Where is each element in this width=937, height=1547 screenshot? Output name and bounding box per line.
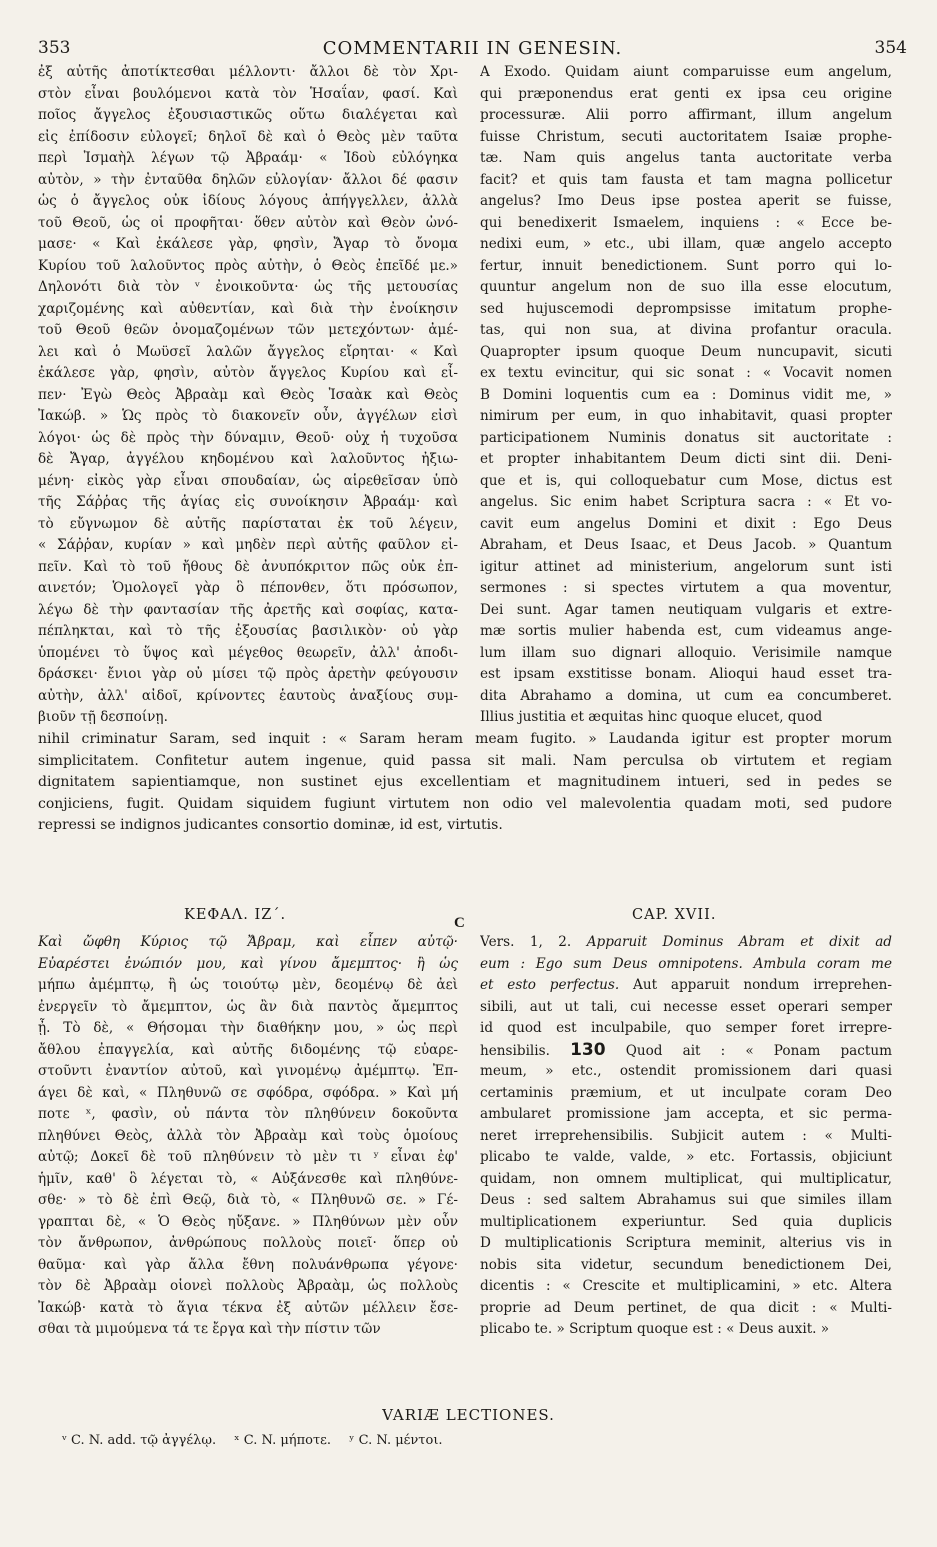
latin-text-line (480, 954, 892, 976)
latin-text-line (480, 932, 892, 954)
variant-notes (62, 1433, 461, 1448)
latin-text-line: angelus? Imo Deus ipse postea aperit se fuisse, (480, 193, 892, 209)
latin-text-line (480, 1319, 892, 1341)
greek-chapter-heading: ΚΕΦΑΛ. ΙΖ΄. (184, 907, 287, 923)
latin-text-line: dignitatem sapientiamque, non sustinet ejus excellentiam et magnitudinem intueri, sed in pedes se (38, 774, 892, 790)
latin-text-line (480, 1255, 892, 1277)
latin-text-line (480, 1083, 892, 1105)
greek-text-line: μένη· εἰκὸς γὰρ εἶναι σπουδαίαν, ὡς αἱρεθεῖσαν ὑπὸ (38, 472, 458, 489)
variae-lectiones-heading: VARIÆ LECTIONES. (382, 1406, 555, 1424)
latin-text-line (480, 1126, 892, 1148)
latin-text-line (480, 997, 892, 1019)
latin-text-line: Illius justitia et æquitas hinc quoque elucet, quod (480, 709, 823, 725)
greek-text-line: ἡμῖν, καθ' ὃ λέγεται τὸ, « Αὐξάνεσθε καὶ πληθύνε- (38, 1170, 458, 1187)
page-number-left: 353 (38, 38, 71, 58)
greek-text-line: ποῖος ἄγγελος ἐξουσιαστικῶς οὕτω διαλέγεται καὶ (38, 107, 458, 123)
text-run: dicentis : « Crescite et multiplicamini, » etc. Altera (480, 1278, 892, 1294)
greek-text-line: χαριζομένης καὶ αὐθεντίαν, καὶ διὰ τὴν ἐνοίκησιν (38, 300, 458, 317)
latin-text-line: dita Abrahamo a domina, ut cum ea concumberet. (480, 687, 892, 704)
text-run: Vers. 1, 2. (480, 934, 587, 950)
greek-text-line: τοῦ Θεοῦ θεῶν ὀνομαζομένων τῶν μετεχόντων· ἀμέ- (38, 322, 458, 338)
text-run: et esto perfectus. (480, 977, 620, 993)
greek-text-line: αὐτῷ; Δοκεῖ δὲ τοῦ πληθύνειν τὸ μὲν τι ʸ εἶναι ἐφ' (38, 1149, 458, 1165)
greek-column-2 (38, 932, 458, 1341)
greek-text-line: πεῖν. Καὶ τὸ τοῦ ἤθους δὲ ἀνυπόκριτον πῶς οὐκ ἐπ- (38, 558, 458, 575)
text-run: plicabo te. » Scriptum quoque est : « Deus auxit. » (480, 1321, 830, 1337)
text-run: nobis sita videtur, secundum benedictionem Dei, (480, 1256, 892, 1273)
latin-text-line: B Domini loquentis cum ea : Dominus vidit me, » (480, 386, 892, 403)
greek-text-line: ἐξ αὐτῆς ἀποτίκτεσθαι μέλλοντι· ἄλλοι δὲ τὸν Χρι- (38, 64, 458, 80)
latin-text-line: conjiciens, fugit. Quidam siquidem fugiunt virtutem non odio vel malevolentia quadam moti, sed pudore (38, 795, 892, 812)
text-run: multiplicationem experiuntur. Sed quia duplicis (480, 1213, 892, 1230)
greek-text-line: Δηλονότι διὰ τὸν ᵛ ἐνοικοῦντα· ὡς τῆς μετουσίας (38, 279, 458, 295)
greek-text-line: δράσκει· ἔνιοι γὰρ οὐ μίσει τῷ πρὸς ἀρετὴν φεύγουσιν (38, 666, 458, 682)
greek-text-line: βιοῦν τῇ δεσποίνῃ. (38, 709, 168, 725)
text-run: Aut apparuit nondum irreprehen- (619, 977, 892, 993)
variant-note: ʸ C. N. μέντοι. (349, 1433, 443, 1448)
greek-text-line: ᾖ. Τὸ δὲ, « Θήσομαι τὴν διαθήκην μου, » ὡς περὶ (38, 1020, 458, 1036)
migne-column-number: 130 (570, 1039, 606, 1060)
greek-text-line: τὸν δὲ Ἀβραὰμ οἱονεὶ πολλοὺς Ἀβραὰμ, ὡς πολλοὺς (38, 1278, 458, 1294)
latin-text-line (480, 1104, 892, 1126)
greek-text-line: δὲ Ἄγαρ, ἀγγέλου κηδομένου καὶ λαλοῦντος ἠξιω- (38, 451, 458, 467)
text-run: id quod est inculpabile, quo semper foret irrepre- (480, 1020, 892, 1036)
greek-text-line: λει καὶ ὁ Μωϋσεῖ λαλῶν ἄγγελος εἴρηται· « Καὶ (38, 343, 458, 360)
greek-text-line: θαῦμα· καὶ γὰρ ἄλλα ἔθνη πολυάνθρωπα γέγονε· (38, 1256, 458, 1273)
variant-note: ᵛ C. N. add. τῷ ἀγγέλῳ. (62, 1433, 217, 1448)
greek-text-line: ἐκάλεσε γὰρ, φησὶν, αὐτὸν ἄγγελος Κυρίου καὶ εἶ- (38, 365, 458, 381)
latin-text-line: simplicitatem. Confitetur autem ingenue, quid passa sit mali. Nam perculsa ob virtutem et regiam (38, 752, 892, 769)
text-run: meum, » etc., ostendit promissionem dari quasi (480, 1063, 892, 1079)
greek-text-line: Ἰακώβ· κατὰ τὸ ἅγια τέκνα ἐξ αὐτῶν μέλλειν ἔσε- (38, 1299, 458, 1316)
latin-text-line: fertur, innuit benedictionem. Sunt porro qui lo- (480, 257, 892, 274)
text-run: Quod ait : « Ponam pactum (605, 1042, 892, 1059)
latin-text-line (480, 1276, 892, 1298)
text-run: Apparuit Dominus Abram et dixit ad (586, 934, 892, 950)
latin-text-line: angelus. Sic enim habet Scriptura sacra : « Et vo- (480, 494, 892, 510)
latin-text-line: processuræ. Alii porro affirmant, illum angelum (480, 107, 892, 123)
greek-text-line: ποτε ˣ, φασὶν, οὐ πάντα τὸν πληθύνειν δοκοῦντα (38, 1106, 458, 1122)
full-width-paragraph (38, 729, 892, 837)
text-run: sibili, aut ut tali, cui necesse esset operari semper (480, 998, 892, 1015)
latin-text-line: igitur attinet ad ministerium, angelorum sunt isti (480, 558, 892, 575)
latin-text-line: nihil criminatur Saram, sed inquit : « Saram heram meam fugito. » Laudanda igitur est propter morum (38, 731, 892, 747)
greek-text-line: αινετόν; Ὁμολογεῖ γὰρ ὃ πέπονθεν, ὅτι πρόσωπον, (38, 580, 458, 596)
greek-text-line: πέπληκται, καὶ τὸ τῆς ἐξουσίας βασιλικὸν· οὐ γὰρ (38, 623, 458, 639)
text-run: hensibilis. (480, 1042, 571, 1059)
greek-text-line: αὐτὸν, » τὴν ἐνταῦθα δηλῶν εὐλογίαν· ἄλλοι δέ φασιν (38, 171, 458, 188)
greek-text-line: στὸν εἶναι βουλόμενοι κατὰ τὸν Ἡσαΐαν, φασί. Καὶ (38, 85, 458, 102)
greek-text-line: άγει δὲ καὶ, « Πληθυνῶ σε σφόδρα, σφόδρα. » Καὶ μή (38, 1084, 458, 1101)
latin-text-line: qui præponendus erat genti ex ipsa ceu origine (480, 85, 892, 102)
latin-text-line: participationem Numinis donatus sit auctoritate : (480, 429, 892, 446)
text-run: D multiplicationis Scriptura meminit, alterius vis in (480, 1235, 892, 1251)
greek-text-line: Καὶ ὤφθη Κύριος τῷ Ἄβραμ, καὶ εἶπεν αὐτῷ· (38, 934, 458, 950)
greek-text-line: σθαι τὰ μιμούμενα τά τε ἔργα καὶ τὴν πίστιν τῶν (38, 1321, 381, 1337)
running-title: COMMENTARII IN GENESIN. (322, 38, 623, 59)
latin-text-line: nimirum per eum, in quo inhabitavit, quasi propter (480, 408, 892, 424)
latin-text-line (480, 1061, 892, 1083)
greek-text-line: μασε· « Καὶ ἐκάλεσε γὰρ, φησὶν, Ἄγαρ τὸ ὄνομα (38, 236, 458, 252)
latin-text-line (480, 1212, 892, 1234)
greek-text-line: λόγοι· ὡς δὲ πρὸς τὴν δύναμιν, Θεοῦ· οὐχ ἡ τυχοῦσα (38, 429, 458, 446)
latin-text-line (480, 1298, 892, 1320)
greek-text-line: ἄθλου ἐπαγγελία, καὶ αὐτῆς διδομένης τῷ εὐαρε- (38, 1041, 458, 1058)
greek-column-1 (38, 62, 458, 729)
greek-text-line: τοῦ Θεοῦ, ὡς οἱ προφῆται· ὅθεν αὐτὸν καὶ Θεὸν ὠνό- (38, 214, 458, 231)
greek-text-line: ὡς ὁ ἄγγελος οὐκ ἰδίους λόγους ἀπήγγελλεν, ἀλλὰ (38, 193, 458, 209)
latin-text-line: Dei sunt. Agar tamen neutiquam vulgaris et extre- (480, 601, 892, 618)
latin-text-line (480, 975, 892, 997)
latin-text-line (480, 1169, 892, 1191)
latin-text-line: que et is, qui colloquebatur cum Mose, dictus est (480, 472, 892, 489)
latin-text-line: fuisse Christum, secuti auctoritatem Isaiæ prophe- (480, 128, 892, 145)
latin-text-line (480, 1040, 892, 1062)
greek-text-line: πεν· Ἐγὼ Θεὸς Ἀβραὰμ καὶ Θεὸς Ἰσαὰκ καὶ Θεὸς (38, 386, 458, 403)
greek-text-line: περὶ Ἰσμαὴλ λέγων τῷ Ἀβραάμ· « Ἰδοὺ εὐλόγηκα (38, 150, 458, 166)
greek-text-line: λέγω δὲ τὴν φαντασίαν τῆς ἀρετῆς καὶ σοφίας, κατα- (38, 601, 458, 618)
greek-text-line: σθε· » τὸ δὲ ἐπὶ Θεῷ, διὰ τὸ, « Πληθυνῶ σε. » Γέ- (38, 1192, 458, 1208)
latin-text-line: facit? et quis tam fausta et tam magna pollicetur (480, 171, 892, 188)
greek-text-line: μήπω ἀμέμπτῳ, ἢ ὡς τοιούτῳ μὲν, δεομένῳ δὲ ἀεὶ (38, 977, 458, 993)
greek-text-line: στοῦντι ἐναντίον αὐτοῦ, καὶ γινομένῳ ἀμέμπτῳ. Ἐπ- (38, 1063, 458, 1079)
latin-text-line (480, 1233, 892, 1255)
latin-text-line: nedixi eum, » etc., ubi illam, quæ angelo accepto (480, 236, 892, 252)
latin-text-line (480, 1018, 892, 1040)
text-run: neret irreprehensibilis. Subjicit autem : « Multi- (480, 1127, 892, 1144)
greek-text-line: τὸν ἄνθρωπον, ἀνθρώπους πολλοὺς ποιεῖ· ὅπερ οὐ (38, 1235, 458, 1251)
greek-text-line: Ἰακώβ. » Ὡς πρὸς τὸ διακονεῖν οὖν, ἀγγέλων εἰσὶ (38, 408, 458, 424)
latin-text-line: lum illam suo dignari alloquio. Verisimile namque (480, 644, 892, 661)
latin-text-line: sed hujuscemodi deprompsisse imitatum prophe- (480, 300, 892, 317)
greek-text-line: εἰς ἐπίδοσιν εὐλογεῖ; δηλοῖ δὲ καὶ ὁ Θεὸς μὲν ταῦτα (38, 128, 458, 145)
text-run: quidam, non omnem multiplicat, qui multiplicatur, (480, 1170, 892, 1187)
greek-text-line: ὑπομένει τὸ ὕψος καὶ μέγεθος θεωρεῖν, ἀλλ' ἀποδι- (38, 644, 458, 661)
latin-text-line: tas, qui non sua, at divina profantur oracula. (480, 322, 892, 338)
greek-text-line: πληθύνει Θεὸς, ἀλλὰ τὸν Ἀβραὰμ καὶ τοὺς ὁμοίους (38, 1127, 458, 1144)
latin-chapter-heading: CAP. XVII. (632, 907, 717, 923)
greek-text-line: τῆς Σάῤῥας τῆς ἁγίας εἰς συνοίκησιν Ἀβραάμ· καὶ (38, 494, 458, 510)
latin-text-line: quuntur angelum non de suo illa esse elocutum, (480, 279, 892, 295)
greek-text-line: Κυρίου τοῦ λαλοῦντος πρὸς αὐτὴν, ὁ Θεὸς ἐπεῖδέ με.» (38, 257, 458, 274)
latin-text-line: qui benedixerit Ismaelem, inquiens : « Ecce be- (480, 214, 892, 231)
latin-text-line (480, 1190, 892, 1212)
greek-text-line: αὐτὴν, ἀλλ' αἰδοῖ, κρίνοντες ἑαυτοὺς ἀναξίους συμ- (38, 687, 458, 704)
text-run: Deus : sed saltem Abrahamus sui que similes illam (480, 1192, 892, 1208)
text-run: proprie ad Deum pertinet, de qua dicit : « Multi- (480, 1299, 892, 1316)
latin-column-1 (480, 62, 892, 729)
latin-text-line: ex textu evincitur, qui sic sonat : « Vocavit nomen (480, 365, 892, 381)
text-run: plicabo te valde, valde, » etc. Fortassis, objiciunt (480, 1149, 892, 1165)
greek-text-line: γραπται δὲ, « Ὁ Θεὸς ηὔξανε. » Πληθύνων μὲν οὖν (38, 1213, 458, 1230)
greek-text-line: ἐνεργεῖν τὸ ἄμεμπτον, ὡς ἂν διὰ παντὸς ἄμεμπτος (38, 998, 458, 1015)
latin-text-line: mæ sortis mulier habenda est, cum videamus ange- (480, 623, 892, 639)
margin-marker-c: C (454, 915, 465, 931)
latin-text-line: Quapropter ipsum quoque Deum nuncupavit, sicuti (480, 343, 892, 360)
latin-text-line: A Exodo. Quidam aiunt comparuisse eum angelum, (480, 64, 892, 80)
greek-text-line: Εὐαρέστει ἐνώπιόν μου, καὶ γίνου ἄμεμπτος· ἢ ὡς (38, 955, 458, 972)
text-run: certaminis præmium, et ut inculpate coram Deo (480, 1084, 892, 1101)
text-run: ambularet promissione jam accepta, et sic perma- (480, 1106, 892, 1122)
page-number-right: 354 (874, 38, 907, 58)
text-run: eum : Ego sum Deus omnipotens. Ambula coram me (480, 955, 892, 972)
greek-text-line: « Σάῤῥαν, κυρίαν » καὶ μηδὲν περὶ αὐτῆς φαῦλον εἰ- (38, 537, 458, 553)
latin-text-line: cavit eum angelus Domini et dixit : Ego Deus (480, 515, 892, 532)
latin-text-line: est ipsam exstitisse bonam. Alioqui haud esset tra- (480, 666, 892, 682)
latin-text-line: repressi se indignos judicantes consortio dominæ, id est, virtutis. (38, 817, 503, 833)
latin-text-line: tæ. Nam quis angelus tanta auctoritate verba (480, 150, 892, 166)
latin-text-line: Abraham, et Deus Isaac, et Deus Jacob. » Quantum (480, 537, 892, 553)
greek-text-line: τὸ εὔγνωμον δὲ αὐτῆς παρίσταται ἐκ τοῦ λέγειν, (38, 515, 458, 532)
latin-text-line: et propter inhabitantem Deum dicti sint dii. Deni- (480, 451, 892, 467)
latin-text-line: sermones : si spectes virtutem a qua moventur, (480, 580, 892, 596)
latin-column-2 (480, 932, 892, 1341)
latin-text-line (480, 1147, 892, 1169)
variant-note: ˣ C. N. μήποτε. (234, 1433, 332, 1448)
